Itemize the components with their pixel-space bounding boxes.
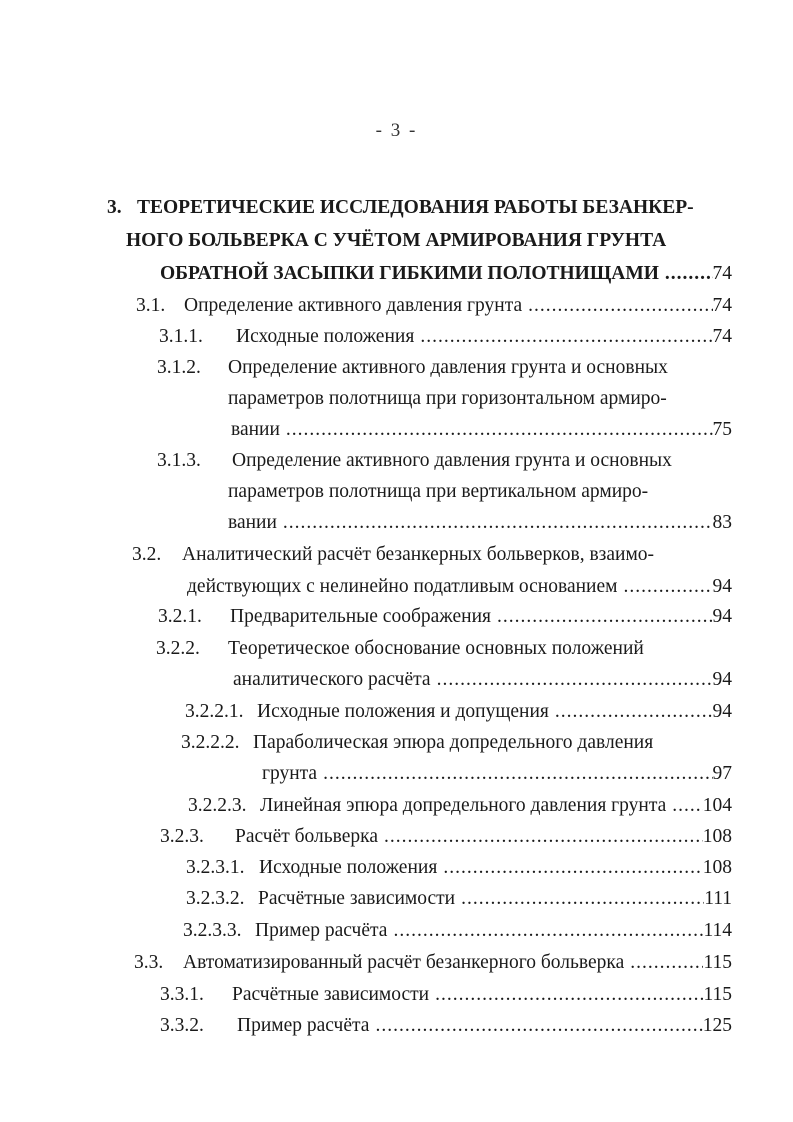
entry-title: грунта xyxy=(262,763,318,784)
chapter-number: 3. xyxy=(107,197,122,218)
entry-title: Предварительные соображения xyxy=(230,606,492,627)
page-ref: 74 xyxy=(712,295,732,316)
entry-title-line: Параболическая эпюра допредельного давления xyxy=(253,732,654,753)
page-ref: 125 xyxy=(702,1015,732,1036)
toc-entry[interactable] xyxy=(183,951,732,975)
entry-title: аналитического расчёта xyxy=(233,669,431,690)
entry-title: действующих с нелинейно податливым основанием xyxy=(187,576,618,597)
chapter-title-line-3: ОБРАТНОЙ ЗАСЫПКИ ГИБКИМИ ПОЛОТНИЩАМИ xyxy=(160,263,659,284)
entry-title: Расчётные зависимости xyxy=(232,984,430,1005)
leader-dots xyxy=(522,294,712,318)
entry-title-line: Определение активного давления грунта и основных xyxy=(232,450,672,471)
toc-entry[interactable] xyxy=(262,762,732,786)
page-ref: 83 xyxy=(712,512,732,533)
page-ref: 115 xyxy=(703,984,732,1005)
page-ref: 97 xyxy=(712,763,732,784)
page-ref: 94 xyxy=(712,576,732,597)
entry-title: Пример расчёта xyxy=(255,920,388,941)
page-ref: 94 xyxy=(712,701,732,722)
section-number: 3.1.3. xyxy=(157,450,201,471)
toc-entry[interactable] xyxy=(230,605,732,629)
page-ref: 114 xyxy=(703,920,732,941)
chapter-title-line-2: НОГО БОЛЬВЕРКА С УЧЁТОМ АРМИРОВАНИЯ ГРУНТА xyxy=(126,230,667,251)
entry-title-line: Аналитический расчёт безанкерных больверков, взаимо- xyxy=(182,544,655,565)
toc-entry[interactable] xyxy=(233,668,732,692)
leader-dots xyxy=(455,887,704,911)
section-number: 3.3.2. xyxy=(160,1015,204,1036)
section-number: 3.2.3. xyxy=(160,826,204,847)
entry-title-line: Определение активного давления грунта и основных xyxy=(228,357,668,378)
section-number: 3.2.2.1. xyxy=(185,701,244,722)
chapter-title-line-1: ТЕОРЕТИЧЕСКИЕ ИССЛЕДОВАНИЯ РАБОТЫ БЕЗАНКЕР- xyxy=(137,197,694,218)
section-number: 3.2.3.2. xyxy=(186,888,245,909)
page-ref: 94 xyxy=(712,606,732,627)
section-number: 3.3.1. xyxy=(160,984,204,1005)
toc-entry[interactable] xyxy=(257,700,732,724)
leader-dots xyxy=(437,856,702,880)
entry-title-line: параметров полотнища при горизонтальном армиро- xyxy=(228,388,667,409)
leader-dots xyxy=(431,668,713,692)
section-number: 3.3. xyxy=(134,952,164,973)
entry-title-line: параметров полотнища при вертикальном армиро- xyxy=(228,481,649,502)
entry-title: Расчёт больверка xyxy=(235,826,378,847)
section-number: 3.1. xyxy=(136,295,166,316)
section-number: 3.2.1. xyxy=(158,606,202,627)
toc-entry-chapter[interactable] xyxy=(160,262,732,286)
entry-title: вании xyxy=(231,419,280,440)
leader-dots xyxy=(414,325,712,349)
toc-entry[interactable] xyxy=(255,919,732,943)
page-ref: 115 xyxy=(703,952,732,973)
section-number: 3.2.2.3. xyxy=(188,795,247,816)
toc-entry[interactable] xyxy=(259,856,732,880)
section-number: 3.2.2.2. xyxy=(181,732,240,753)
entry-title: Пример расчёта xyxy=(237,1015,370,1036)
section-number: 3.1.2. xyxy=(157,357,201,378)
leader-dots xyxy=(369,1014,702,1038)
leader-dots xyxy=(491,605,712,629)
toc-entry[interactable] xyxy=(187,575,732,599)
leader-dots xyxy=(277,511,713,535)
page-ref: 74 xyxy=(712,263,732,284)
leader-dots xyxy=(549,700,713,724)
leader-dots xyxy=(659,262,713,286)
leader-dots xyxy=(387,919,703,943)
page-ref: 94 xyxy=(712,669,732,690)
leader-dots xyxy=(317,762,712,786)
leader-dots xyxy=(378,825,703,849)
leader-dots xyxy=(617,575,712,599)
toc-entry[interactable] xyxy=(231,418,732,442)
section-number: 3.1.1. xyxy=(159,326,203,347)
leader-dots xyxy=(280,418,713,442)
entry-title: Исходные положения xyxy=(259,857,438,878)
toc-entry[interactable] xyxy=(258,887,732,911)
entry-title: Расчётные зависимости xyxy=(258,888,456,909)
page-ref: 75 xyxy=(712,419,732,440)
entry-title-line: Теоретическое обоснование основных положений xyxy=(228,638,644,659)
entry-title: Определение активного давления грунта xyxy=(184,295,523,316)
toc-entry[interactable] xyxy=(228,511,732,535)
toc-entry[interactable] xyxy=(235,825,732,849)
entry-title: Автоматизированный расчёт безанкерного больверка xyxy=(183,952,625,973)
entry-title: Исходные положения и допущения xyxy=(257,701,549,722)
page-ref: 104 xyxy=(702,795,732,816)
section-number: 3.2. xyxy=(132,544,162,565)
section-number: 3.2.2. xyxy=(156,638,200,659)
section-number: 3.2.3.1. xyxy=(186,857,245,878)
leader-dots xyxy=(666,794,702,818)
entry-title: Исходные положения xyxy=(236,326,415,347)
page-ref: 74 xyxy=(712,326,732,347)
toc-entry[interactable] xyxy=(237,1014,732,1038)
toc-entry[interactable] xyxy=(236,325,732,349)
entry-title: вании xyxy=(228,512,277,533)
toc-entry[interactable] xyxy=(260,794,732,818)
page-ref: 108 xyxy=(702,826,732,847)
page-ref: 108 xyxy=(702,857,732,878)
page-ref: 111 xyxy=(704,888,732,909)
entry-title: Линейная эпюра допредельного давления грунта xyxy=(260,795,667,816)
leader-dots xyxy=(429,983,703,1007)
toc-entry[interactable] xyxy=(184,294,732,318)
toc-entry[interactable] xyxy=(232,983,732,1007)
page-number: - 3 - xyxy=(375,120,418,141)
leader-dots xyxy=(624,951,703,975)
section-number: 3.2.3.3. xyxy=(183,920,242,941)
